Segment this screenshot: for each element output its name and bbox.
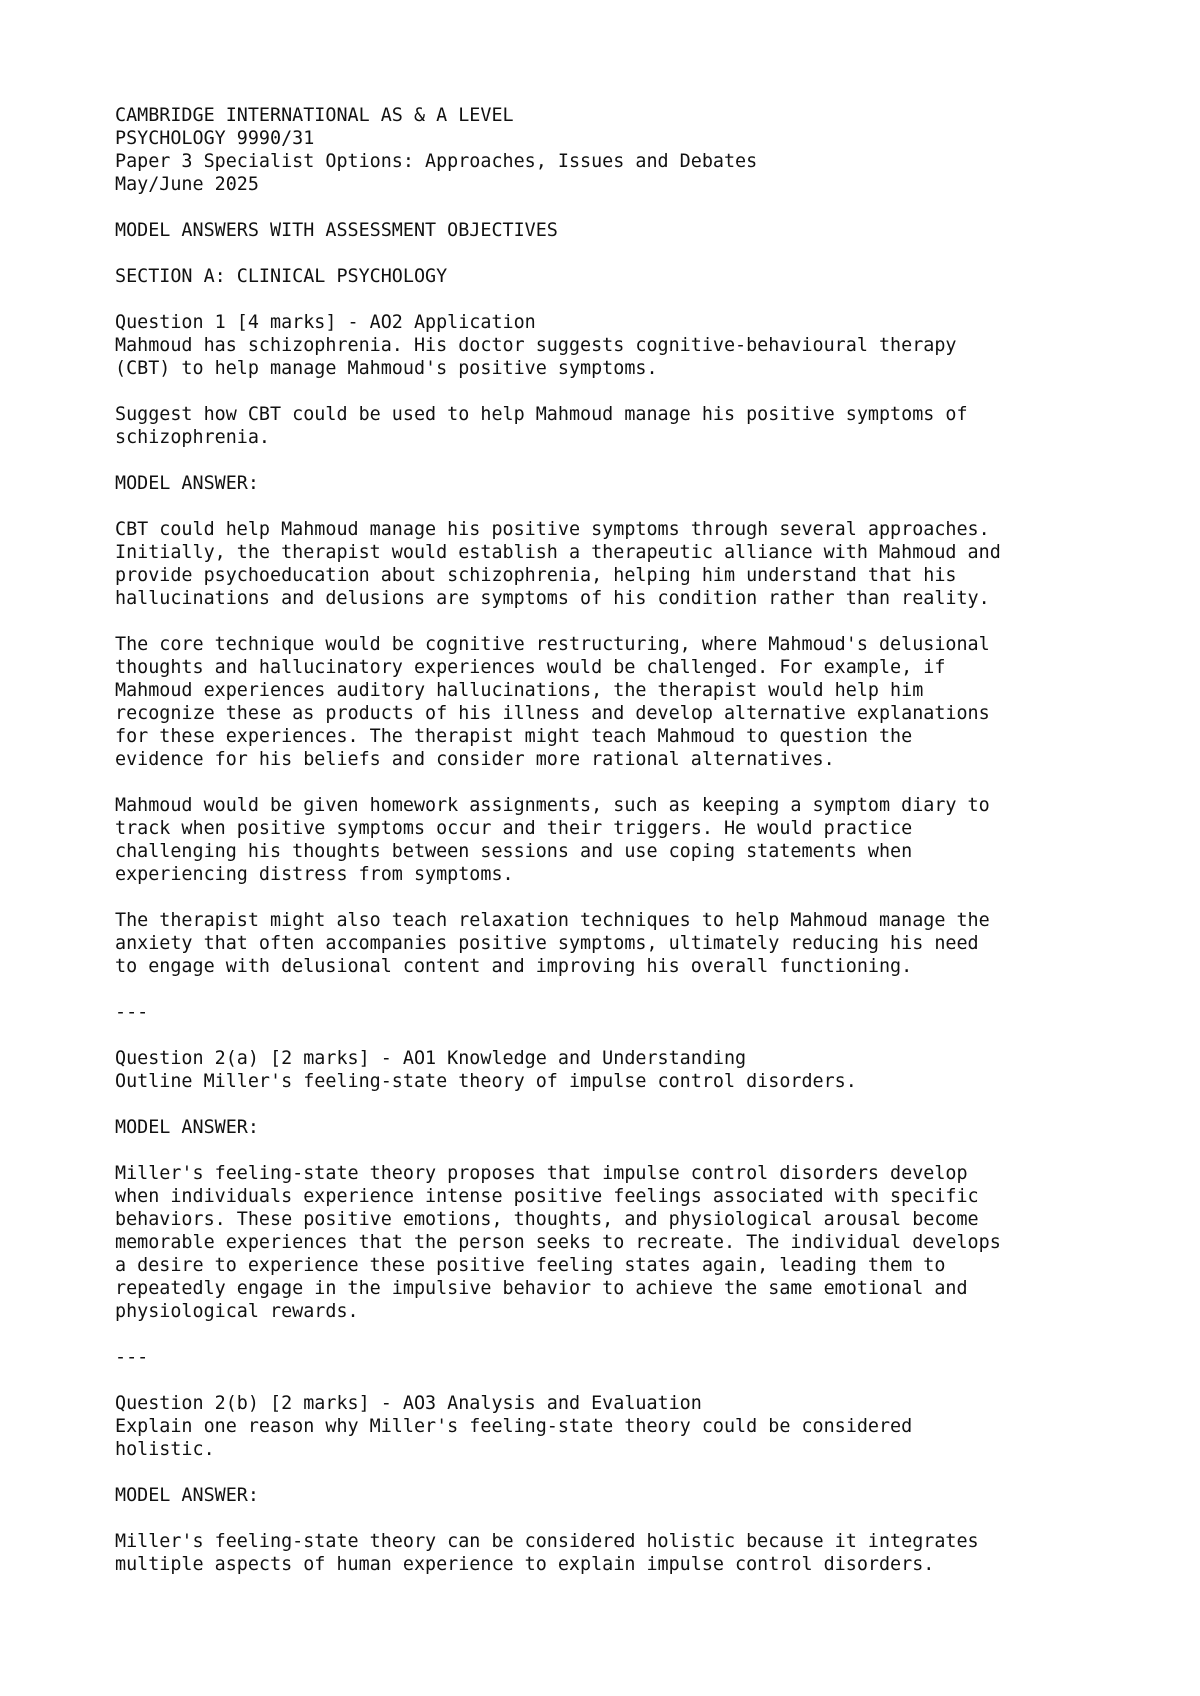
question-1 — [115, 311, 1115, 978]
answer-line: CBT could help Mahmoud manage his positive symptoms through several approaches. — [115, 519, 990, 540]
answer-line: Miller's feeling-state theory can be considered holistic because it integrates — [115, 1531, 979, 1552]
answer-line: memorable experiences that the person seeks to recreate. The individual develops — [115, 1232, 1001, 1253]
exam-session: May/June 2025 — [115, 174, 259, 195]
subject-code: PSYCHOLOGY 9990/31 — [115, 128, 315, 149]
answer-paragraph — [115, 794, 1115, 886]
answer-line: challenging his thoughts between sessions and use coping statements when — [115, 841, 913, 862]
answer-line: multiple aspects of human experience to explain impulse control disorders. — [115, 1554, 935, 1575]
question-stem-line: Mahmoud has schizophrenia. His doctor suggests cognitive-behavioural therapy — [115, 335, 957, 356]
question-2a — [115, 1047, 1115, 1323]
model-answer-label: MODEL ANSWER: — [115, 473, 259, 494]
answer-line: a desire to experience these positive feeling states again, leading them to — [115, 1255, 946, 1276]
answer-line: hallucinations and delusions are symptoms of his condition rather than reality. — [115, 588, 990, 609]
document-title: MODEL ANSWERS WITH ASSESSMENT OBJECTIVES — [115, 220, 558, 241]
exam-board: CAMBRIDGE INTERNATIONAL AS & A LEVEL — [115, 105, 514, 126]
answer-line: evidence for his beliefs and consider more rational alternatives. — [115, 749, 835, 770]
answer-line: Mahmoud would be given homework assignments, such as keeping a symptom diary to — [115, 795, 990, 816]
answer-line: recognize these as products of his illness and develop alternative explanations — [115, 703, 990, 724]
question-heading: Question 1 [4 marks] - AO2 Application — [115, 312, 536, 333]
question-prompt-line: schizophrenia. — [115, 427, 271, 448]
answer-paragraph — [115, 518, 1115, 610]
answer-line: The core technique would be cognitive restructuring, where Mahmoud's delusional — [115, 634, 990, 655]
answer-line: Miller's feeling-state theory proposes that impulse control disorders develop — [115, 1163, 968, 1184]
paper-title: Paper 3 Specialist Options: Approaches, Issues and Debates — [115, 151, 758, 172]
answer-line: anxiety that often accompanies positive symptoms, ultimately reducing his need — [115, 933, 979, 954]
question-heading: Question 2(a) [2 marks] - AO1 Knowledge and Understanding — [115, 1048, 747, 1069]
model-answer-label: MODEL ANSWER: — [115, 1485, 259, 1506]
question-stem-line: holistic. — [115, 1439, 215, 1460]
answer-line: to engage with delusional content and improving his overall functioning. — [115, 956, 913, 977]
question-stem-line: Outline Miller's feeling-state theory of impulse control disorders. — [115, 1071, 857, 1092]
answer-paragraph — [115, 1530, 1115, 1576]
answer-line: for these experiences. The therapist might teach Mahmoud to question the — [115, 726, 913, 747]
answer-line: experiencing distress from symptoms. — [115, 864, 514, 885]
exam-header — [115, 104, 1115, 196]
model-answer-label: MODEL ANSWER: — [115, 1117, 259, 1138]
answer-line: provide psychoeducation about schizophrenia, helping him understand that his — [115, 565, 957, 586]
question-stem-line: Explain one reason why Miller's feeling-state theory could be considered — [115, 1416, 913, 1437]
answer-line: Mahmoud experiences auditory hallucinations, the therapist would help him — [115, 680, 924, 701]
question-prompt-line: Suggest how CBT could be used to help Mahmoud manage his positive symptoms of — [115, 404, 968, 425]
document-page — [115, 104, 1115, 1576]
question-stem-line: (CBT) to help manage Mahmoud's positive symptoms. — [115, 358, 658, 379]
question-heading: Question 2(b) [2 marks] - AO3 Analysis and Evaluation — [115, 1393, 702, 1414]
answer-line: when individuals experience intense positive feelings associated with specific — [115, 1186, 979, 1207]
answer-paragraph — [115, 909, 1115, 978]
answer-paragraph — [115, 1162, 1115, 1323]
answer-line: repeatedly engage in the impulsive behavior to achieve the same emotional and — [115, 1278, 968, 1299]
answer-line: thoughts and hallucinatory experiences would be challenged. For example, if — [115, 657, 946, 678]
separator: --- — [115, 1347, 149, 1368]
question-2b — [115, 1392, 1115, 1576]
answer-line: physiological rewards. — [115, 1301, 359, 1322]
section-title: SECTION A: CLINICAL PSYCHOLOGY — [115, 266, 448, 287]
separator: --- — [115, 1002, 149, 1023]
answer-line: track when positive symptoms occur and their triggers. He would practice — [115, 818, 913, 839]
answer-line: The therapist might also teach relaxation techniques to help Mahmoud manage the — [115, 910, 990, 931]
answer-paragraph — [115, 633, 1115, 771]
answer-line: Initially, the therapist would establish a therapeutic alliance with Mahmoud and — [115, 542, 1001, 563]
answer-line: behaviors. These positive emotions, thoughts, and physiological arousal become — [115, 1209, 979, 1230]
